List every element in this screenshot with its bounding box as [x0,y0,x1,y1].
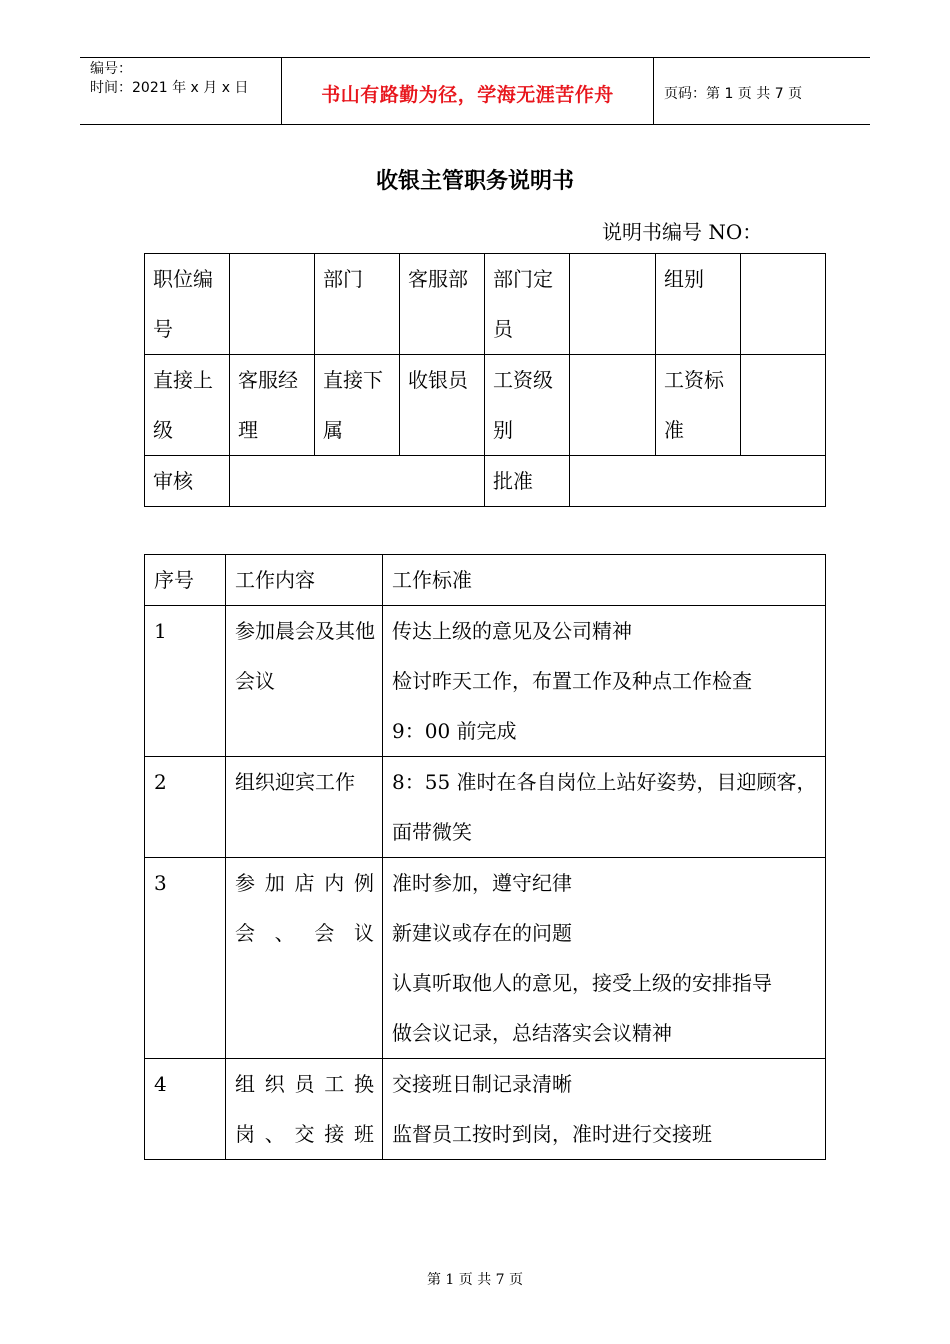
approve-value [570,456,826,507]
header-motto: 书山有路勤为径，学海无涯苦作舟 [321,84,614,106]
review-value [230,456,485,507]
header-time-label: 时间：2021 年 x 月 x 日 [90,80,249,96]
standard-item: 传达上级的意见及公司精神 [392,619,632,643]
table-row [145,1059,826,1160]
standard-item: 监督员工按时到岗，准时进行交接班 [392,1122,712,1146]
table-row [145,858,826,1059]
salary-level-label: 工资级别 [485,355,570,456]
header-content: 工作内容 [226,555,383,606]
standard-item: 交接班日制记录清晰 [392,1072,572,1096]
row-content: 组织员工换岗、交接班 [226,1059,383,1160]
dept-staff-label: 部门定员 [485,254,570,355]
standard-item: 新建议或存在的问题 [392,921,572,945]
group-value [741,254,826,355]
subordinate-value: 收银员 [400,355,485,456]
superior-value: 客服经理 [230,355,315,456]
department-value: 客服部 [400,254,485,355]
row-standards [383,1059,826,1160]
row-content: 参加晨会及其他会议 [226,606,383,757]
standard-item: 8：55 准时在各自岗位上站好姿势，目迎顾客，面带微笑 [392,770,817,844]
subordinate-label: 直接下属 [315,355,400,456]
table-header-row [145,555,826,606]
header-number-label: 编号： [90,61,132,77]
header-meta [90,60,248,98]
table-row [145,456,826,507]
dept-staff-value [570,254,656,355]
standard-item: 9：00 前完成 [392,719,517,743]
table-row [145,606,826,757]
header-divider [653,58,654,124]
standard-item: 检讨昨天工作，布置工作及种点工作检查 [392,669,752,693]
group-label: 组别 [656,254,741,355]
position-info-table [144,253,826,507]
approve-label: 批准 [485,456,570,507]
review-label: 审核 [145,456,230,507]
row-no: 1 [145,606,226,757]
duty-table [144,554,826,1160]
salary-std-label: 工资标准 [656,355,741,456]
salary-std-value [741,355,826,456]
row-content: 组织迎宾工作 [226,757,383,858]
document-number-label: 说明书编号 NO： [602,220,763,244]
page-footer: 第 1 页 共 7 页 [426,1272,524,1288]
position-no-label: 职位编号 [145,254,230,355]
row-content: 参加店内例会、会议 [226,858,383,1059]
header-no: 序号 [145,555,226,606]
standard-item: 准时参加，遵守纪律 [392,871,572,895]
table-row [145,254,826,355]
standard-item: 做会议记录，总结落实会议精神 [392,1021,672,1045]
table-row [145,355,826,456]
row-no: 2 [145,757,226,858]
document-title: 收银主管职务说明书 [375,169,574,194]
position-no-value [230,254,315,355]
standard-item: 认真听取他人的意见，接受上级的安排指导 [392,971,772,995]
salary-level-value [570,355,656,456]
row-standards [383,606,826,757]
header-page-info: 页码：第 1 页 共 7 页 [664,86,803,102]
row-standards [383,757,826,858]
table-row [145,757,826,858]
row-standards [383,858,826,1059]
page-header [80,57,870,125]
header-standard: 工作标准 [383,555,826,606]
department-label: 部门 [315,254,400,355]
superior-label: 直接上级 [145,355,230,456]
row-no: 3 [145,858,226,1059]
row-no: 4 [145,1059,226,1160]
